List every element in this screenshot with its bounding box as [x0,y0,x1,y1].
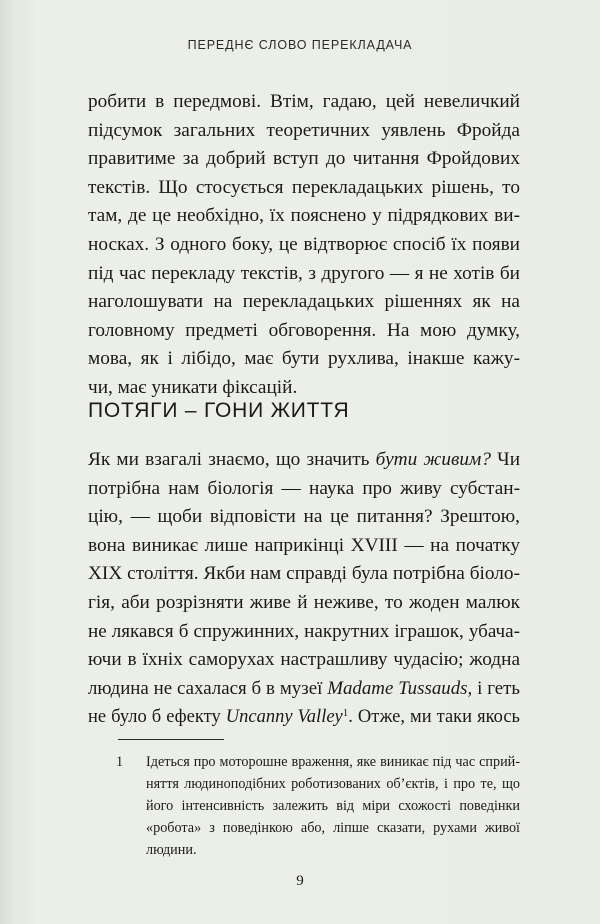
text-segment: . Отже, ми таки якось [348,707,520,728]
text-line: XIX століття. Якби нам справді була потрібна біоло- [88,563,520,585]
footnote-line: няття людиноподібних роботизованих об’єктів, і про те, що [146,776,520,792]
italic-phrase: Uncanny Valley [225,707,343,728]
text-line [88,675,520,704]
italic-phrase: Madame Tussauds, [327,677,473,699]
footnote-line: людини. [146,842,197,858]
text-line: носках. З одного боку, це відтворює спосіб їх появи [88,233,520,255]
footnote-number: 1 [116,754,124,770]
section-heading: ПОТЯГИ – ГОНИ ЖИТТЯ [88,399,350,422]
text-line: цію, — щоби відповісти на це питання? Зрештою, [88,506,520,528]
text-line: гія, аби розрізняти живе й неживе, то жоден малюк [88,591,520,613]
footnote-line: «робота» з поведінкою або, ліпше сказати, рухами живої [146,820,520,836]
text-line [88,703,520,732]
italic-phrase: бути живим? [375,449,491,470]
text-line: потрібна нам біологія — наука про живу субстан- [88,477,520,499]
page-number: 9 [296,873,304,889]
text-line: вона виникає лише наприкінці XVIII — на початку [88,534,520,556]
paragraph-2 [88,446,520,732]
paragraph-1 [88,88,520,403]
text-line: чи, має уникати фіксацій. [88,376,298,398]
footnote-line: Ідеться про моторошне враження, яке виникає під час сприй- [146,754,520,770]
text-segment: Чи [490,449,521,470]
footnote-body [146,751,520,861]
text-line [88,446,520,475]
text-line: правитиме за добрий вступ до читання Фройдових [88,148,520,170]
text-line: там, де це необхідно, їх пояснено у підрядкових ви- [88,205,520,227]
text-segment: не було б ефекту [88,707,226,728]
footnote-reference[interactable]: 1 [342,707,349,720]
text-line: мова, як і лібідо, має бути рухлива, інакше кажу- [88,348,520,370]
text-line: текстів. Що стосується перекладацьких рішень, то [88,176,520,198]
text-segment: людина не сахалася б в музеї [88,677,328,699]
footnote-rule [118,739,224,740]
text-line: ючи в їхніх саморухах настрашливу чудасію; жодна [88,649,520,671]
running-head: ПЕРЕДНЄ СЛОВО ПЕРЕКЛАДАЧА [187,38,413,52]
text-line: не лякався б спружинних, накрутних іграшок, убача- [88,620,520,642]
text-line: наголошувати на перекладацьких рішеннях як на [88,291,520,313]
text-line: головному предметі обговорення. На мою думку, [88,319,520,341]
text-line: під час перекладу текстів, з другого — я не хотів би [88,262,520,284]
footnote-line: його інтенсивність залежить від міри схожості поведінки [146,798,520,814]
text-line: підсумок загальних теоретичних уявлень Фройда [88,119,520,141]
text-segment: Як ми взагалі знаємо, що значить [88,449,376,470]
text-line: робити в передмові. Втім, гадаю, цей невеличкий [88,91,520,112]
text-segment: і геть [472,677,520,699]
